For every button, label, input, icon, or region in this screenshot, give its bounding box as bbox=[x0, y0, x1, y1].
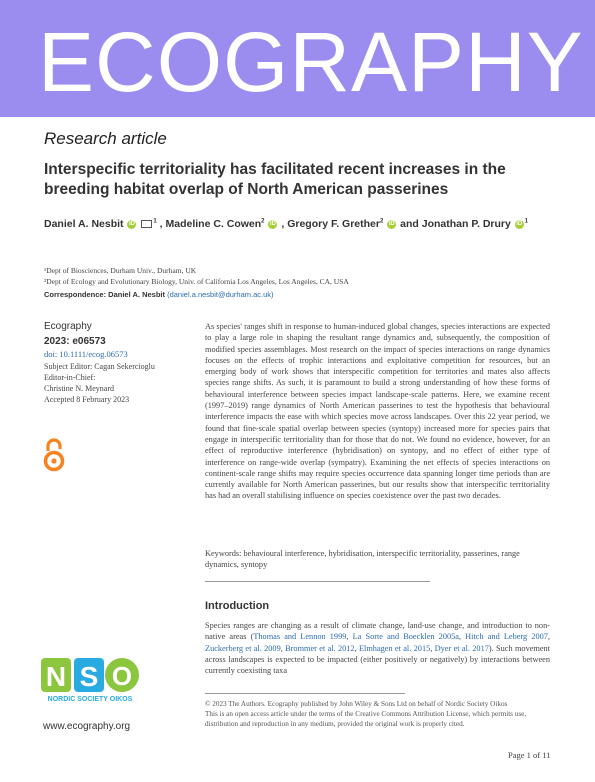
citation-separator: , bbox=[354, 643, 359, 653]
author-affil: 1 bbox=[524, 218, 529, 225]
article-type: Research article bbox=[44, 129, 167, 148]
citation-separator: , bbox=[346, 632, 353, 642]
correspondence-label: Correspondence: Daniel A. Nesbit bbox=[44, 290, 165, 299]
divider bbox=[205, 581, 430, 582]
keywords: Keywords: behavioural interference, hybridisation, interspecific territoriality, passerines, range dynamics, syntopy bbox=[205, 549, 520, 570]
logo-caption: NORDIC SOCIETY OIKOS bbox=[47, 696, 133, 703]
correspondence bbox=[44, 290, 274, 299]
journal-website[interactable]: www.ecography.org bbox=[43, 721, 131, 732]
journal-title: ECOGRAPHY bbox=[38, 15, 584, 109]
article-meta bbox=[44, 321, 194, 405]
logo-letter-n: N bbox=[45, 661, 67, 692]
editor-info bbox=[44, 361, 194, 405]
logo-letter-o: O bbox=[111, 661, 133, 691]
author-affil: 2 bbox=[261, 218, 265, 225]
article-title: Interspecific territoriality has facilitated recent increases in the breeding habitat overlap of North American passerines bbox=[44, 161, 506, 198]
citation-link[interactable]: Thomas and Lennon 1999 bbox=[253, 632, 347, 642]
logo-letter-s: S bbox=[79, 661, 99, 692]
correspondence-email[interactable]: (daniel.a.nesbit@durham.ac.uk) bbox=[167, 290, 274, 299]
intro-sentence: ). Such movement across landscapes is expected to be impacted (either positively or negatively) by interactions between currently coexisting taxa bbox=[205, 643, 550, 676]
author-name[interactable]: and Jonathan P. Drury bbox=[400, 218, 511, 230]
license-line: This is an open access article under the terms of the Creative Commons Attribution License, which permits use, distribution and reproduction in any medium, provided the original work is properly cited. bbox=[205, 710, 527, 728]
email-icon[interactable] bbox=[141, 220, 152, 228]
affiliations bbox=[44, 265, 349, 287]
orcid-icon[interactable]: iD bbox=[269, 220, 276, 227]
citation-link[interactable]: Dyer et al. 2017 bbox=[434, 643, 489, 653]
page-number: Page 1 of 11 bbox=[508, 750, 551, 760]
volume-id: 2023: e06573 bbox=[44, 336, 106, 347]
orcid-icon[interactable]: iD bbox=[388, 220, 395, 227]
author-name[interactable]: , Gregory F. Grether bbox=[281, 218, 380, 230]
citation-link[interactable]: La Sorte and Boecklen 2005a bbox=[352, 632, 459, 642]
author-name[interactable]: , Madeline C. Cowen bbox=[159, 218, 262, 230]
open-access-icon bbox=[43, 437, 65, 473]
subject-editor: Subject Editor: Cagan Sekercioglu bbox=[44, 362, 155, 371]
copyright-line: © 2023 The Authors. Ecography published by John Wiley & Sons Ltd on behalf of Nordic Society Oikos bbox=[205, 700, 508, 708]
section-heading: Introduction bbox=[205, 600, 270, 612]
nordic-society-oikos-logo bbox=[40, 656, 140, 704]
author-affil: 1 bbox=[153, 218, 157, 225]
license-notice bbox=[205, 699, 550, 729]
author-list bbox=[44, 218, 528, 230]
citation-link[interactable]: Hitch and Leberg 2007 bbox=[465, 632, 548, 642]
citation-link[interactable]: Elmhagen et al. 2015 bbox=[358, 643, 431, 653]
doi-link[interactable]: doi: 10.1111/ecog.06573 bbox=[44, 349, 128, 359]
citation-separator: , bbox=[458, 632, 466, 642]
editor-in-chief-name: Christine N. Meynard bbox=[44, 384, 114, 393]
journal-banner bbox=[0, 0, 595, 117]
affiliation-line: ¹Dept of Biosciences, Durham Univ., Durham, UK bbox=[44, 266, 197, 275]
citation-separator: , bbox=[547, 632, 550, 642]
journal-name: Ecography bbox=[44, 321, 92, 332]
affiliation-line: ²Dept of Ecology and Evolutionary Biology, Univ. of California Los Angeles, Los Angeles, CA, USA bbox=[44, 277, 349, 286]
citation-link[interactable]: Zuckerberg et al. 2009 bbox=[205, 643, 281, 653]
orcid-icon[interactable]: iD bbox=[516, 220, 523, 227]
author-name[interactable]: Daniel A. Nesbit bbox=[44, 218, 124, 230]
orcid-icon[interactable]: iD bbox=[128, 220, 135, 227]
introduction-text bbox=[205, 620, 550, 676]
editor-in-chief-label: Editor-in-Chief: bbox=[44, 373, 96, 382]
accepted-date: Accepted 8 February 2023 bbox=[44, 395, 130, 404]
divider bbox=[205, 693, 405, 694]
author-affil: 2 bbox=[379, 218, 384, 225]
abstract: As species' ranges shift in response to human-induced global changes, species interactions are expected to play a large role in shaping the resultant range dynamics and, subsequently, the composition of modified species assemblages. Most research on the impact of species interactions on range dynamics focuses on the effects of trophic interactions and exploitative competition for resources, but an emerging body of work shows that interspecific competition for territories and mates also affects species range shifts. As such, it is paramount to build a strong understanding of how these forms of behavioural interference between species impact landscape-scale patterns. Here, we examine recent (1997–2019) range dynamics of North American passerines to test the hypothesis that behavioural interference impacts the ease with which species move across landscapes. Over this 22 year period, we found that fine-scale spatial overlap between species (syntopy) increased more for species pairs that engage in interspecific territoriality than for those that do not. We found no evidence, however, for an effect of reproductive interference (hybridisation) on syntopy, and no effect of either type of interference on range-wide overlap (sympatry). Examining the net effects of species interactions on continent-scale range shifts may require species occurrence data spanning longer time periods than are currently available for North American passerines, but our results show that interspecific territoriality has had an overall stabilising influence on species coexistence over the past two decades. bbox=[205, 322, 550, 501]
citation-separator: , bbox=[430, 643, 435, 653]
citation-separator: , bbox=[280, 643, 286, 653]
citation-link[interactable]: Brommer et al. 2012 bbox=[285, 643, 355, 653]
intro-sentence: Species ranges are changing as a result of climate change, land-use change, and introduction to non-native areas ( bbox=[205, 621, 550, 642]
